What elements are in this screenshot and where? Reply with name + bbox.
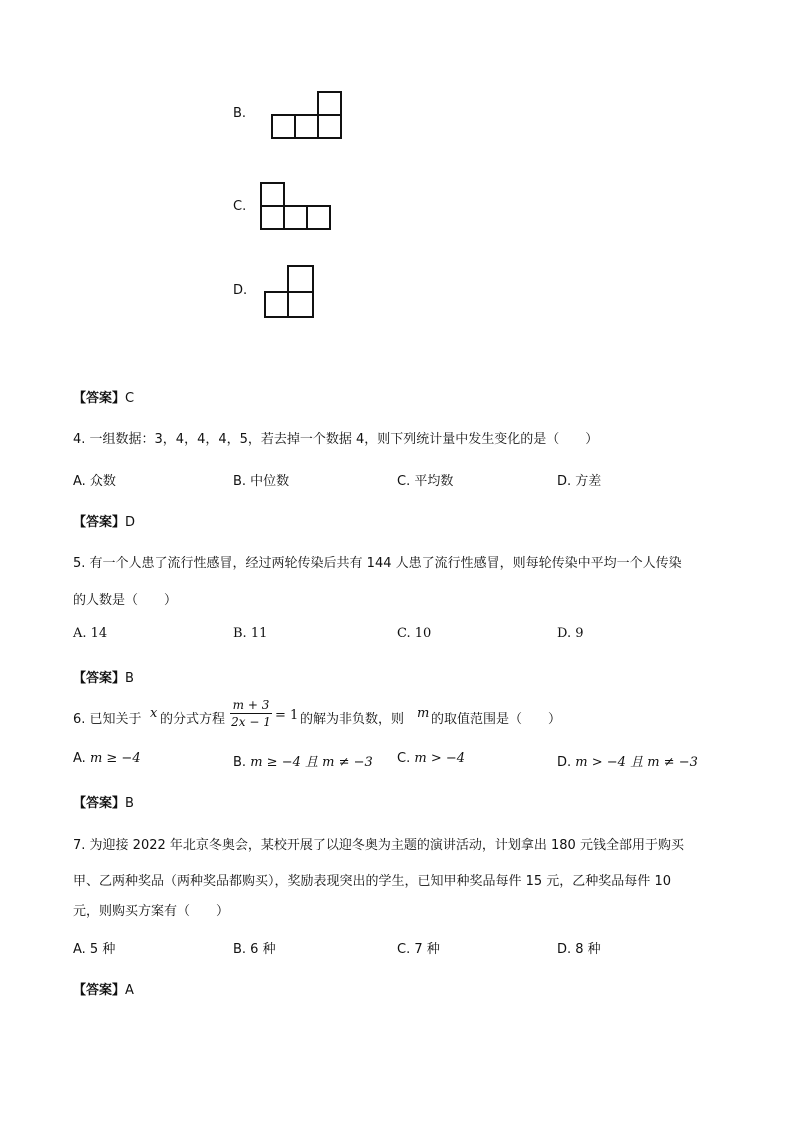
fraction-denominator: 2x − 1 [231, 715, 271, 729]
question-7-stem-line1: 7. 为迎接 2022 年北京冬奥会，某校开展了以迎冬奥为主题的演讲活动，计划拿出 180 元钱全部用于购买 [73, 838, 684, 853]
figure-option-d-shape [264, 264, 316, 320]
q7-option-d: D. 8 种 [557, 942, 601, 957]
answer-value: C [125, 391, 135, 406]
q4-option-a: A. 众数 [73, 474, 116, 489]
question-4-stem: 4. 一组数据：3，4，4，4，5，若去掉一个数据 4，则下列统计量中发生变化的是（ ） [73, 432, 599, 447]
question-6-prefix: 6. 已知关于 [73, 712, 142, 727]
q5-option-a: A. 14 [73, 626, 108, 641]
option-letter: D. [557, 755, 572, 770]
q4-option-c: C. 平均数 [397, 474, 454, 489]
option-letter: B. [233, 755, 247, 770]
question-7-stem-line3: 元，则购买方案有（ ） [73, 904, 230, 919]
question-6-fraction [229, 697, 273, 730]
q5-option-d: D. 9 [557, 626, 584, 641]
answer-tag: 【答案】 [73, 515, 126, 530]
figure-option-c-shape [259, 181, 333, 231]
figure-option-d-label: D. [233, 283, 248, 298]
q6-option-a [73, 751, 141, 766]
answer-q4 [73, 511, 135, 530]
q5-option-c: C. 10 [397, 626, 432, 641]
question-6-var-x: x [150, 706, 158, 721]
question-6-suffix1: 的解为非负数，则 [300, 712, 405, 727]
q6-option-d [557, 751, 698, 770]
answer-value: D [125, 515, 136, 530]
question-5-stem-line1: 5. 有一个人患了流行性感冒，经过两轮传染后共有 144 人患了流行性感冒，则每轮传染中平均一个人传染 [73, 556, 682, 571]
q5-option-b: B. 11 [233, 626, 268, 641]
answer-tag: 【答案】 [73, 796, 126, 811]
answer-tag: 【答案】 [73, 671, 126, 686]
option-expr: m > −4 且 m ≠ −3 [575, 755, 698, 770]
question-5-stem-line2: 的人数是（ ） [73, 593, 178, 608]
answer-tag: 【答案】 [73, 391, 126, 406]
q7-option-a: A. 5 种 [73, 942, 116, 957]
q7-option-c: C. 7 种 [397, 942, 440, 957]
question-6-mid: 的分式方程 [160, 712, 226, 727]
answer-q7 [73, 979, 134, 998]
answer-value: B [125, 796, 134, 811]
figure-option-c-label: C. [233, 199, 247, 214]
answer-q3 [73, 387, 134, 406]
question-7-stem-line2: 甲、乙两种奖品（两种奖品都购买），奖励表现突出的学生，已知甲种奖品每件 15 元，乙种奖品每件 10 [73, 874, 671, 889]
answer-value: A [125, 983, 134, 998]
option-expr: m ≥ −4 且 m ≠ −3 [250, 755, 373, 770]
option-letter: A. [73, 751, 86, 766]
answer-tag: 【答案】 [73, 983, 126, 998]
option-expr: m ≥ −4 [89, 751, 141, 766]
question-6-var-m: m [417, 706, 430, 721]
option-letter: C. [397, 751, 411, 766]
q7-option-b: B. 6 种 [233, 942, 276, 957]
question-6-eq: = 1 [275, 708, 299, 723]
q4-option-d: D. 方差 [557, 474, 602, 489]
q6-option-c [397, 751, 465, 766]
figure-option-b-label: B. [233, 106, 247, 121]
answer-q5 [73, 667, 134, 686]
option-expr: m > −4 [414, 751, 466, 766]
fraction-numerator: m + 3 [232, 698, 270, 712]
answer-q6 [73, 792, 134, 811]
question-6-suffix2: 的取值范围是（ ） [431, 712, 562, 727]
figure-option-b-shape [271, 90, 345, 140]
answer-value: B [125, 671, 134, 686]
q6-option-b [233, 751, 373, 770]
q4-option-b: B. 中位数 [233, 474, 290, 489]
